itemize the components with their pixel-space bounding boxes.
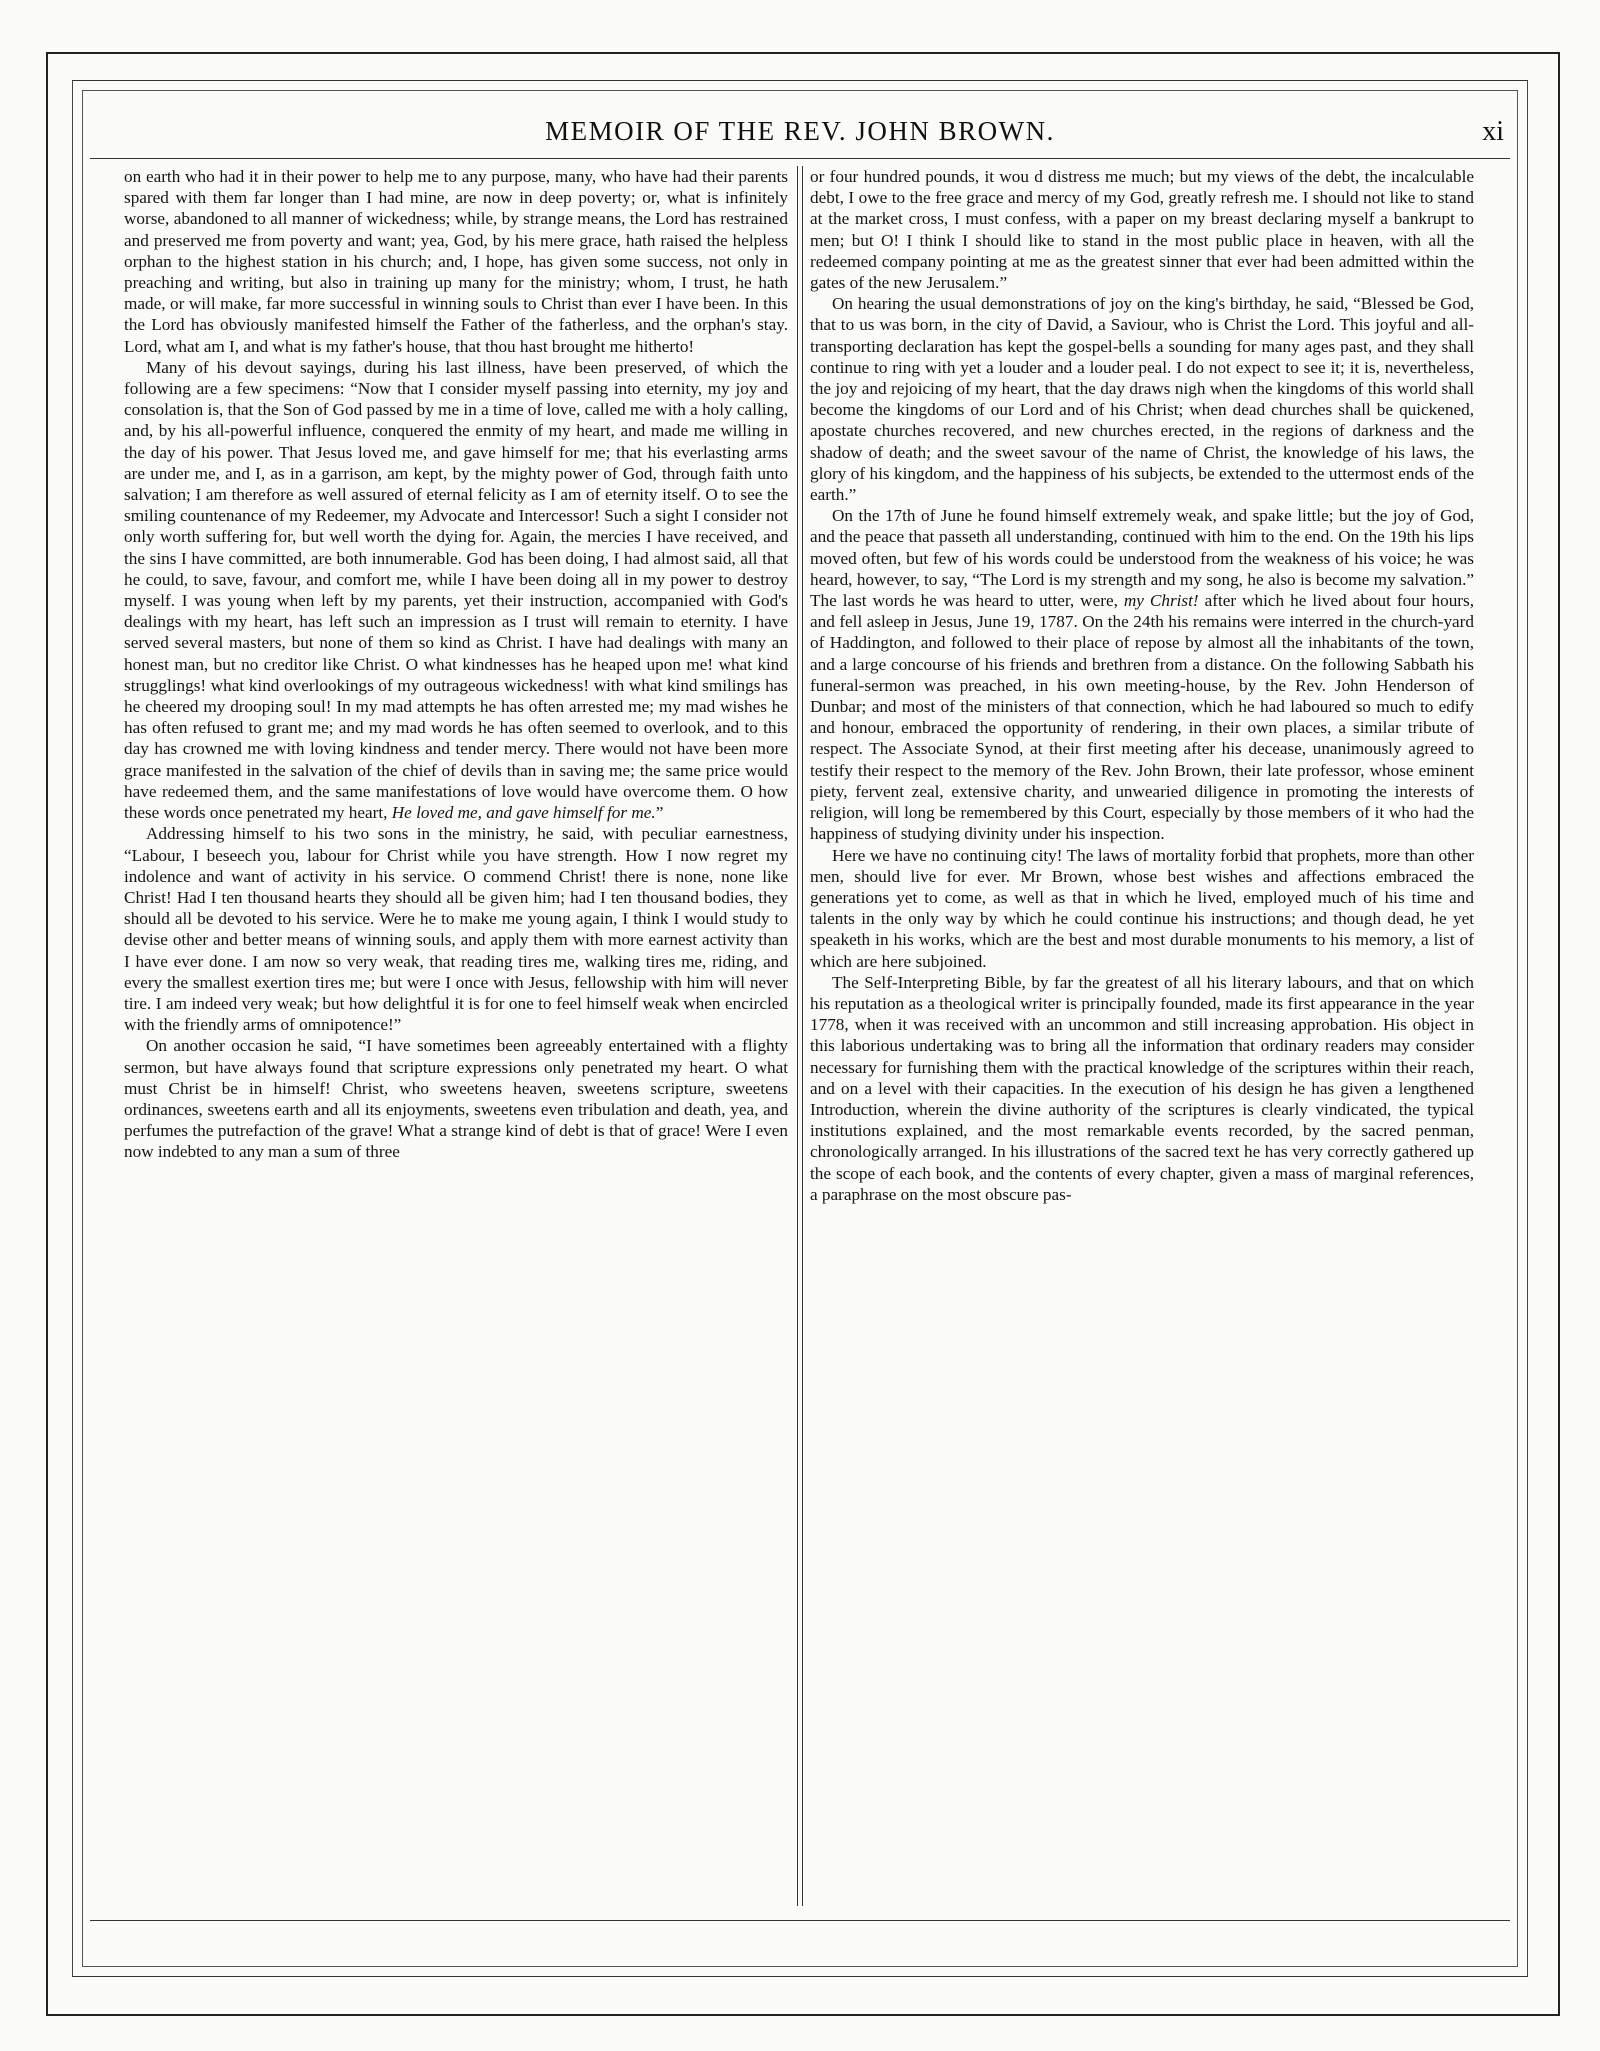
column-divider — [797, 166, 803, 1906]
paragraph: Here we have no continuing city! The laws of mortality forbid that prophets, more than other men, should live for ever. Mr Brown, whose best wishes and affections embraced the generations yet to come, as well as that in which he lived, employed much of his time and talents in the only way by which he could continue his instructions; and though dead, he yet speaketh in his works, which are the best and most durable monuments to his memory, a list of which are here subjoined. — [810, 845, 1474, 971]
paragraph: On hearing the usual demonstrations of joy on the king's birthday, he said, “Blessed be God, that to us was born, in the city of David, a Saviour, who is Christ the Lord. This joyful and all-transporting declaration has kept the gospel-bells a sounding for many ages past, and they shall continue to ring with yet a louder and a louder peal. I do not expect to see it; it is, nevertheless, the joy and rejoicing of my heart, that the day draws nigh when the kingdoms of this world shall become the kingdoms of our Lord and of his Christ; when dead churches shall be quickened, apostate churches recovered, and new churches erected, in the regions of darkness and the shadow of death; and the sweet savour of the name of Christ, the knowledge of his laws, the glory of his kingdom, and the happiness of his subjects, be extended to the uttermost ends of the earth.” — [810, 294, 1474, 505]
paragraph: on earth who had it in their power to help me to any purpose, many, who have had their parents spared with them far longer than I had mine, are now in deep poverty; or, what is infinitely worse, abandoned to all manner of wickedness; while, by strange means, the Lord has restrained and preserved me from poverty and want; yea, God, by his mere grace, hath raised the helpless orphan to the highest station in his church; and, I hope, has given some success, not only in preaching and writing, but also in training up many for the ministry; whom, I trust, he hath made, or will make, far more successful in winning souls to Christ than ever I have been. In this the Lord has obviously manifested himself the Father of the fatherless, and the orphan's stay. Lord, what am I, and what is my father's house, that thou hast brought me hitherto! — [124, 167, 788, 356]
paragraph-text: Many of his devout sayings, during his last illness, have been preserved, of which the following are a few specimens: “Now that I consider myself passing into eternity, my joy and consolation is, that the Son of God passed by me in a time of love, called me with a holy calling, and, by his all-powerful influence, conquered the enmity of my heart, and made me willing in the day of his power. That Jesus loved me, and gave himself for me; that his everlasting arms are under me, and I, as in a garrison, am kept, by the mighty power of God, through faith unto salvation; I am therefore as well assured of eternal felicity as I am of eternity itself. O to see the smiling countenance of my Redeemer, my Advocate and Intercessor! Such a sight I consider not only worth suffering for, but well worth the dying for. Again, the mercies I have received, and the sins I have committed, are both innumerable. God has been doing, I had almost said, all that he could, to save, favour, and comfort me, while I have been doing all in my power to destroy myself. I was young when left by my parents, yet their instruction, accompanied with God's dealings with my heart, has left such an impression as I trust will remain to eternity. I have served several masters, but none of them so kind as Christ. I have had dealings with many an honest man, but no creditor like Christ. O what kindnesses has he heaped upon me! what kind strugglings! what kind overlookings of my outrageous wickedness! with what kind smilings has he cheered my drooping soul! In my mad attempts he has often arrested me; my mad wishes he has often refused to grant me; and my mad words he has often seemed to overlook, and to this day has crowned me with loving kindness and tender mercy. There would not have been more grace manifested in the salvation of the chief of devils than in saving me; the same price would have redeemed them, and the same manifestations of love would have overcome them. O how these words once penetrated my heart, — [124, 357, 788, 823]
italic-quote: He loved me, and gave himself for me. — [391, 803, 656, 823]
paragraph: or four hundred pounds, it wou d distress me much; but my views of the debt, the incalculable debt, I owe to the free grace and mercy of my God, greatly refresh me. I should not like to stand at the market cross, I must confess, with a paper on my breast declaring myself a bankrupt to men; but O! I think I should like to stand in the most public place in heaven, with all the redeemed company pointing at me as the greatest sinner that ever had been admitted within the gates of the new Jerusalem.” — [810, 167, 1474, 293]
paragraph-text: On the 17th of June he found himself extremely weak, and spake little; but the joy of God, and the peace that passeth all understanding, continued with him to the end. On the 19th his lips moved often, but few of his words could be understood from the weakness of his voice; he was heard, however, to say, “The Lord is my strength and my song, he also is become my salvation.” The last words he was heard to utter, were, — [810, 506, 1474, 611]
paragraph — [810, 505, 1474, 844]
left-column — [124, 166, 788, 1896]
closing-quote: ” — [655, 803, 664, 823]
running-title: MEMOIR OF THE REV. JOHN BROWN. — [545, 116, 1055, 146]
paragraph — [124, 357, 788, 823]
italic-quote: my Christ! — [1123, 591, 1199, 611]
paragraph: The Self-Interpreting Bible, by far the greatest of all his literary labours, and that on which his reputation as a theological writer is principally founded, made its first appearance in the year 1778, when it was received with an uncommon and still increasing approbation. His object in this laborious undertaking was to bring all the information that ordinary readers may consider necessary for furnishing them with the practical knowledge of the scriptures within their reach, and on a level with their capacities. In the execution of his design he has given a lengthened Introduction, wherein the divine authority of the scriptures is clearly vindicated, the typical institutions explained, and the most remarkable events recorded, by the sacred penman, chronologically arranged. In his illustrations of the sacred text he has very correctly gathered up the scope of each book, and the contents of every chapter, given a mass of marginal references, a paraphrase on the most obscure pas- — [810, 972, 1474, 1204]
paragraph: Addressing himself to his two sons in the ministry, he said, with peculiar earnestness, “Labour, I beseech you, labour for Christ while you have strength. How I now regret my indolence and want of activity in his service. O commend Christ! there is none, none like Christ! Had I ten thousand hearts they should all be given him; had I ten thousand bodies, they should all be devoted to his service. Were he to make me young again, I think I would study to devise other and better means of winning souls, and apply them with more earnest activity than I have ever done. I am now so very weak, that reading tires me, walking tires me, riding, and every the smallest exertion tires me; but were I once with Jesus, fellowship with him will never tire. I am indeed very weak; but how delightful it is for one to feel himself weak when encircled with the friendly arms of omnipotence!” — [124, 824, 788, 1035]
paragraph: On another occasion he said, “I have sometimes been agreeably entertained with a flighty sermon, but have always found that scripture expressions only penetrated my heart. O what must Christ be in himself! Christ, who sweetens heaven, sweetens scripture, sweetens ordinances, sweetens earth and all its enjoyments, sweetens even tribulation and death, yea, and perfumes the putrefaction of the grave! What a strange kind of debt is that of grace! Were I even now indebted to any man a sum of three — [124, 1036, 788, 1162]
right-column — [810, 166, 1474, 1896]
page-header — [90, 116, 1510, 156]
page-number: xi — [1482, 116, 1504, 147]
paragraph-text: after which he lived about four hours, and fell asleep in Jesus, June 19, 1787. On the 24th his remains were interred in the church-yard of Haddington, and followed to their place of repose by almost all the inhabitants of the town, and a large concourse of his friends and brethren from a distance. On the following Sabbath his funeral-sermon was preached, in his own meeting-house, by the Rev. John Henderson of Dunbar; and most of the ministers of that connection, which he had laboured so much to edify and honour, embraced the opportunity of rendering, in their own places, a similar tribute of respect. The Associate Synod, at their first meeting after his decease, unanimously agreed to testify their respect to the memory of the Rev. John Brown, their late professor, whose eminent piety, fervent zeal, extensive charity, and unwearied diligence in promoting the interests of religion, will long be remembered by this Court, especially by those members of it who had the happiness of studying divinity under his inspection. — [810, 591, 1474, 844]
header-rule — [90, 158, 1510, 159]
footer-rule — [90, 1920, 1510, 1921]
